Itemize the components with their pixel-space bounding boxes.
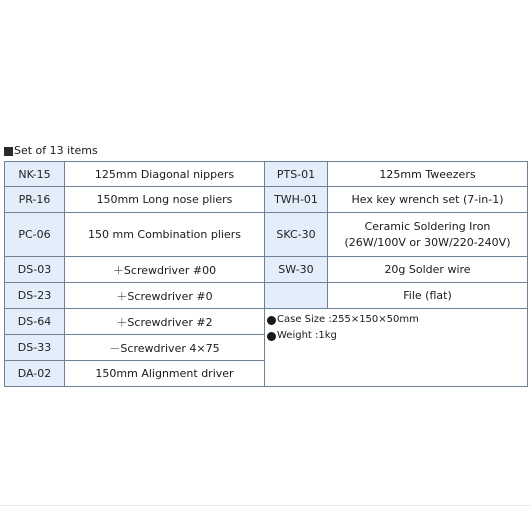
table-row [5, 187, 528, 213]
set-heading [4, 144, 98, 158]
item-name: Hex key wrench set (7-in-1) [328, 187, 528, 213]
item-code-empty [265, 283, 328, 309]
item-name: 150 mm Combination pliers [65, 213, 265, 257]
weight: Weight :1kg [277, 330, 337, 341]
weight-line [267, 328, 525, 344]
item-name: ＋Screwdriver #0 [65, 283, 265, 309]
table-row [5, 283, 528, 309]
item-code: DS-03 [5, 257, 65, 283]
item-name [328, 213, 528, 257]
item-code: SKC-30 [265, 213, 328, 257]
square-bullet-icon [4, 147, 13, 156]
table-row [5, 162, 528, 187]
contents-table [4, 161, 528, 387]
item-code: SW-30 [265, 257, 328, 283]
case-size: Case Size :255×150×50mm [277, 314, 419, 325]
case-specs [265, 309, 528, 387]
item-code: DS-33 [5, 335, 65, 361]
bottom-divider [0, 505, 531, 506]
item-name: 125mm Diagonal nippers [65, 162, 265, 187]
item-code: TWH-01 [265, 187, 328, 213]
item-code: NK-15 [5, 162, 65, 187]
item-name-line: (26W/100V or 30W/220-240V) [344, 235, 511, 249]
item-code: PC-06 [5, 213, 65, 257]
set-heading-text: Set of 13 items [14, 144, 98, 157]
item-code: DS-64 [5, 309, 65, 335]
item-code: PTS-01 [265, 162, 328, 187]
item-name: 150mm Alignment driver [65, 361, 265, 387]
item-name: －Screwdriver 4×75 [65, 335, 265, 361]
case-size-line [267, 312, 525, 328]
bullet-dot-icon [267, 332, 276, 341]
item-name: 125mm Tweezers [328, 162, 528, 187]
item-name: ＋Screwdriver #2 [65, 309, 265, 335]
item-code: PR-16 [5, 187, 65, 213]
table-row [5, 213, 528, 257]
item-name: 20g Solder wire [328, 257, 528, 283]
item-code: DS-23 [5, 283, 65, 309]
table-row [5, 257, 528, 283]
item-code: DA-02 [5, 361, 65, 387]
table-row [5, 309, 528, 335]
item-name: ＋Screwdriver #00 [65, 257, 265, 283]
bullet-dot-icon [267, 316, 276, 325]
item-name: File (flat) [328, 283, 528, 309]
item-name: 150mm Long nose pliers [65, 187, 265, 213]
item-name-line: Ceramic Soldering Iron [364, 219, 491, 233]
